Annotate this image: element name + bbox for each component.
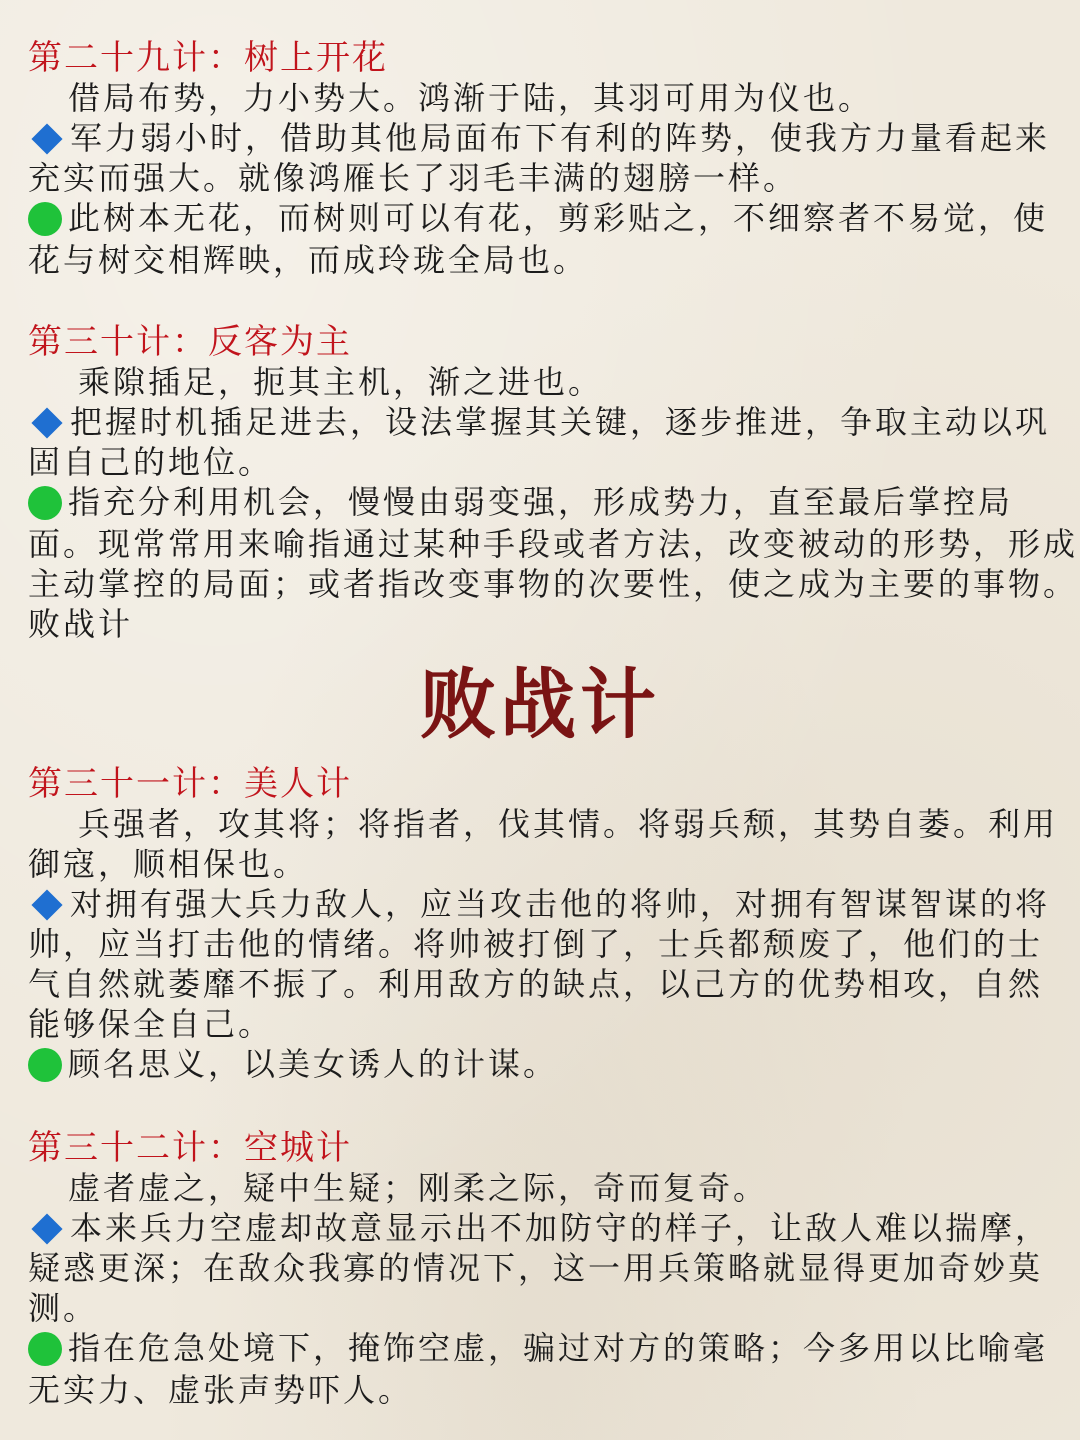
green-paragraph-line: 败战计 [28, 604, 134, 643]
green-circle-icon [28, 1332, 62, 1366]
section-32 [28, 1128, 1058, 1410]
section-quote: 借局布势，力小势大。鸿渐于陆，其羽可用为仪也。 [68, 79, 874, 117]
section-title: 第三十一计：美人计 [28, 764, 352, 804]
section-29 [28, 38, 1058, 280]
green-paragraph-line: 主动掌控的局面；或者指改变事物的次要性，使之成为主要的事物。 [28, 564, 1079, 603]
green-paragraph-line: 花与树交相辉映，而成玲珑全局也。 [28, 240, 589, 279]
section-30 [28, 322, 1079, 644]
section-quote: 乘隙插足，扼其主机，渐之进也。 [78, 363, 604, 401]
green-circle-icon [28, 202, 62, 236]
blue-paragraph-line: 测。 [28, 1289, 99, 1327]
section-title: 第三十计：反客为主 [28, 322, 352, 362]
section-quote: 兵强者，攻其将；将指者，伐其情。将弱兵颓，其势自萎。利用 [78, 805, 1059, 843]
green-paragraph-line: 指在危急处境下，掩饰空虚，骗过对方的策略；今多用以比喻毫 [28, 1328, 1058, 1370]
blue-diamond-icon [31, 889, 62, 920]
blue-paragraph-line: 帅，应当打击他的情绪。将帅被打倒了，士兵都颓废了，他们的士 [28, 925, 1044, 963]
blue-paragraph-line: 固自己的地位。 [28, 443, 274, 481]
section-title: 第三十二计：空城计 [28, 1128, 352, 1168]
green-paragraph-line: 此树本无花，而树则可以有花，剪彩贴之，不细察者不易觉，使 [28, 198, 1058, 240]
blue-diamond-icon [31, 123, 62, 154]
green-paragraph-line: 面。现常常用来喻指通过某种手段或者方法，改变被动的形势，形成 [28, 524, 1079, 563]
blue-paragraph-line: 本来兵力空虚却故意显示出不加防守的样子，让敌人难以揣摩， [28, 1208, 1058, 1248]
blue-paragraph-line: 气自然就萎靡不振了。利用敌方的缺点，以己方的优势相攻，自然 [28, 965, 1044, 1003]
section-31 [28, 764, 1058, 1086]
green-paragraph-line: 指充分利用机会，慢慢由弱变强，形成势力，直至最后掌控局 [28, 482, 1058, 524]
blue-paragraph-line: 充实而强大。就像鸿雁长了羽毛丰满的翅膀一样。 [28, 159, 799, 197]
green-circle-icon [28, 486, 62, 520]
section-quote: 御寇，顺相保也。 [28, 845, 309, 883]
blue-paragraph-line: 对拥有强大兵力敌人，应当攻击他的将帅，对拥有智谋智谋的将 [28, 884, 1058, 924]
blue-paragraph-line: 把握时机插足进去，设法掌握其关键，逐步推进，争取主动以巩 [28, 402, 1058, 442]
chapter-title: 败战计 [420, 660, 660, 749]
green-paragraph-line: 无实力、虚张声势吓人。 [28, 1370, 414, 1409]
blue-paragraph-line: 疑惑更深；在敌众我寡的情况下，这一用兵策略就显得更加奇妙莫 [28, 1249, 1044, 1287]
section-title: 第二十九计：树上开花 [28, 38, 388, 78]
green-circle-icon [28, 1048, 62, 1082]
blue-diamond-icon [31, 1213, 62, 1244]
blue-diamond-icon [31, 407, 62, 438]
blue-paragraph-line: 能够保全自己。 [28, 1005, 274, 1043]
section-quote: 虚者虚之，疑中生疑；刚柔之际，奇而复奇。 [68, 1169, 769, 1207]
blue-paragraph-line: 军力弱小时，借助其他局面布下有利的阵势，使我方力量看起来 [28, 118, 1058, 158]
green-paragraph-line: 顾名思义，以美女诱人的计谋。 [28, 1044, 1058, 1086]
